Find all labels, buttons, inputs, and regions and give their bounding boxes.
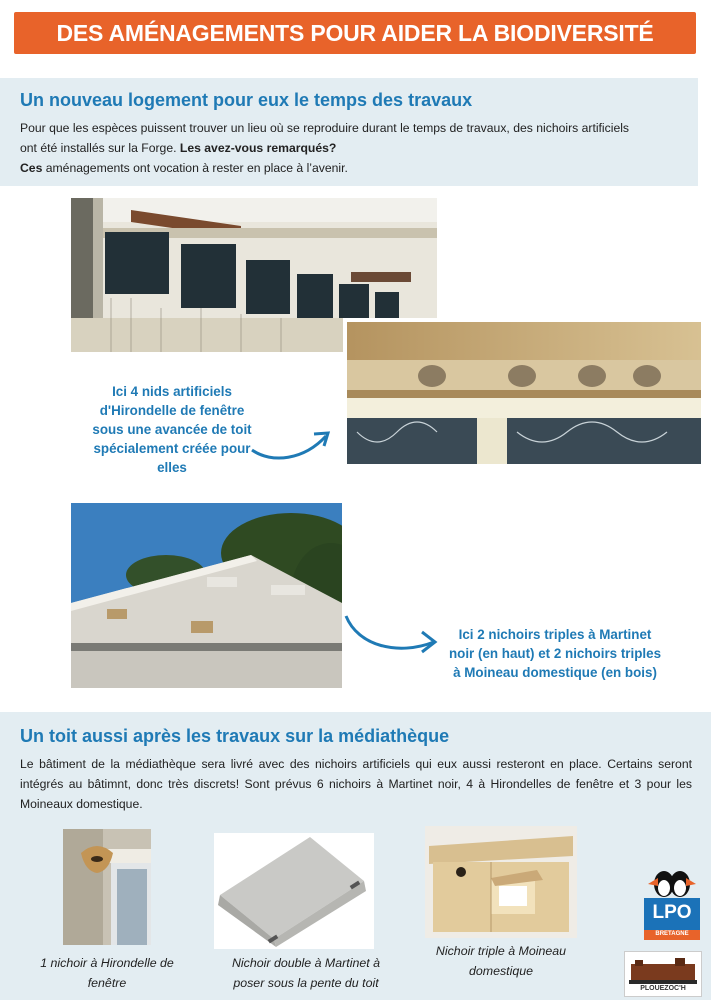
product1-caption: 1 nichoir à Hirondelle de fenêtre [40,956,174,990]
section1-line1: Pour que les espèces puissent trouver un lieu où se reproduire durant le temps de travaux, des nichoirs artificiels [20,121,630,135]
section-temporary-housing [0,78,698,186]
lpo-text: LPO [652,902,692,923]
swallow-nests-photo [343,318,705,468]
plouezoch-text: PLOUEZOC'H [640,985,686,992]
swallow-nest-product-photo [63,829,151,945]
section2-paragraph: Le bâtiment de la médiathèque sera livré avec des nichoirs artificiels qui eux aussi resteront en place. Certains seront intégrés au bâtimnt, donc très discrets! Sont prévus 6 nichoirs à Martinet noir, 4 à Hirondelles de fenêtre et 3 pour les Moineaux domestique. [20,757,692,811]
title-banner [14,12,696,54]
lpo-subtitle: BRETAGNE [655,931,689,937]
section1-question: Les avez-vous remarqués? [179,141,337,155]
product3-caption: Nichoir triple à Moineau domestique [435,944,567,978]
product2-caption: Nichoir double à Martinet à poser sous la pente du toit [231,956,381,990]
lpo-logo [644,868,700,940]
arrow-1 [248,424,334,464]
swift-nests-caption: Ici 2 nichoirs triples à Martinet noir (en haut) et 2 nichoirs triples à Moineau domestique (en bois) [448,627,662,680]
section2-heading: Un toit aussi après les travaux sur la médiathèque [20,726,450,746]
section1-line2: ont été installés sur la Forge. [20,141,180,155]
swift-box-product-photo [214,833,374,949]
section1-heading: Un nouveau logement pour eux le temps des travaux [20,90,473,110]
plouezoch-logo [624,951,702,997]
section1-line3: aménagements ont vocation à rester en place à l’avenir. [42,161,348,175]
sparrow-box-product-photo [425,826,577,938]
gable-nestboxes-photo [71,503,342,688]
arrow-2 [340,612,440,658]
page-title: DES AMÉNAGEMENTS POUR AIDER LA BIODIVERSITÉ [56,19,654,46]
section1-paragraph [20,118,690,178]
swallow-nests-caption: Ici 4 nids artificiels d'Hirondelle de fenêtre sous une avancée de toit spécialement créée pour elles [92,384,252,475]
section1-line3-bold: Ces [20,161,43,175]
